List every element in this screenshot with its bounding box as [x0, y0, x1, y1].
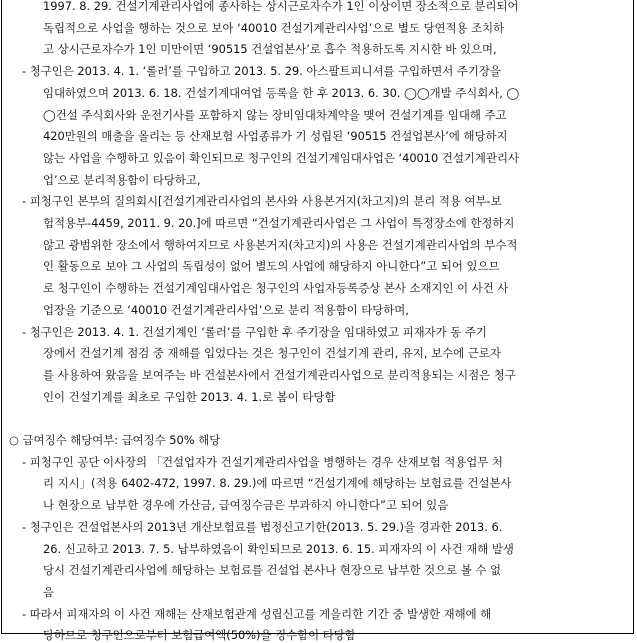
text-line: 인 활동으로 보아 그 사업의 독립성이 없어 별도의 사업에 해당하지 아니한다”고 되어 있으므	[43, 259, 500, 274]
text-line: 26. 신고하고 2013. 7. 5. 납부하였음이 확인되므로 2013. 6. 15. 피재자의 이 사건 재해 발생	[43, 541, 514, 556]
text-line: - 청구인은 2013. 4. 1. 건설기계인 ‘롤러’를 구입한 후 주기장을 임대하였고 피재자가 동 주기	[22, 324, 487, 339]
text-line: 업장을 기준으로 ‘40010 건설기계관리사업’으로 분리 적용함이 타당하며,	[43, 302, 409, 317]
text-line: 나 현장으로 납부한 경우에 가산금, 급여징수금은 부과하지 아니한다”고 되어 있음	[43, 498, 449, 513]
text-line: 않는 사업을 수행하고 있음이 확인되므로 청구인의 건설기계임대사업은 ‘40010 건설기계관리사	[43, 150, 519, 165]
text-line: ◯건설 주식회사와 운전기사를 포함하지 않는 장비임대차계약을 맺어 건설기계를 임대해 주고	[43, 107, 507, 122]
document-frame	[1, 0, 634, 643]
text-line: 를 사용하여 왔음을 보여주는 바 건설본사에서 건설기계관리사업으로 분리적용되는 시점은 청구	[43, 367, 516, 382]
text-line: 420만원의 매출을 올리는 등 산재보험 사업종류가 기 성립된 ‘90515 건설업본사’에 해당하지	[43, 129, 508, 144]
text-line: 로 청구인이 수행하는 건설기계임대사업은 청구인의 사업자등록증상 본사 소재지인 이 사건 사	[43, 281, 509, 296]
text-line: 당하므로 청구인으로부터 보험급여액(50%)을 징수함이 타당함	[43, 628, 356, 643]
text-line: 리 지시」(적용 6402-472, 1997. 8. 29.)에 따르면 “건설기계에 해당하는 보험료를 건설본사	[43, 476, 512, 491]
text-line: - 따라서 피재자의 이 사건 재해는 산재보험관계 성립신고를 게을리한 기간 중 발생한 재해에 해	[22, 606, 492, 621]
text-line: - 청구인은 2013. 4. 1. ‘롤러’를 구입하고 2013. 5. 29. 아스팔트피니셔를 구입하면서 주기장을	[22, 64, 501, 79]
text-line: 험적용부-4459, 2011. 9. 20.]에 따르면 “건설기계관리사업은 그 사업이 특정장소에 한정하지	[43, 216, 515, 230]
text-line: 않고 광범위한 장소에서 행하여지므로 사용본거지(차고지)의 사용은 건설기계관리사업의 부수적	[43, 237, 518, 252]
text-line: 장에서 건설기계 점검 중 재해를 입었다는 것은 청구인이 건설기계 관리, 유지, 보수에 근로자	[43, 346, 501, 361]
text-line: 임대하였으며 2013. 6. 18. 건설기계대여업 등록을 한 후 2013. 6. 30. ◯◯개발 주식회사, ◯	[43, 85, 520, 100]
text-line: - 피청구인 본부의 질의회시[건설기계관리사업의 본사와 사용본거지(차고지)의 분리 적용 여부-보	[22, 194, 502, 209]
text-line: - 청구인은 건설업본사의 2013년 개산보험료를 법정신고기한(2013. 5. 29.)을 경과한 2013. 6.	[22, 519, 503, 534]
text-line: - 피청구인 공단 이사장의 「건설업자가 건설기계관리사업을 병행하는 경우 산재보험 적용업무 처	[22, 454, 503, 469]
text-line: 음	[43, 584, 55, 599]
text-line: ○ 급여징수 해당여부: 급여징수 50% 해당	[9, 433, 221, 447]
text-line: 업’으로 분리적용함이 타당하고,	[43, 172, 201, 187]
text-line: 고 상시근로자수가 1인 미만이면 ‘90515 건설업본사’로 흡수 적용하도록 지시한 바 있으며,	[43, 42, 497, 57]
text-line: 독립적으로 사업을 행하는 것으로 보아 ‘40010 건설기계관리사업’으로 별도 당연적용 조치하	[43, 20, 505, 35]
text-line: 1997. 8. 29. 건설기계관리사업에 종사하는 상시근로자수가 1인 이상이면 장소적으로 분리되어	[43, 0, 519, 13]
text-line: 인이 건설기계를 최초로 구입한 2013. 4. 1.로 봄이 타당함	[43, 389, 336, 404]
text-line: 당시 건설기계관리사업에 해당하는 보험료를 건설업 본사나 현장으로 납부한 것으로 볼 수 없	[43, 563, 501, 578]
